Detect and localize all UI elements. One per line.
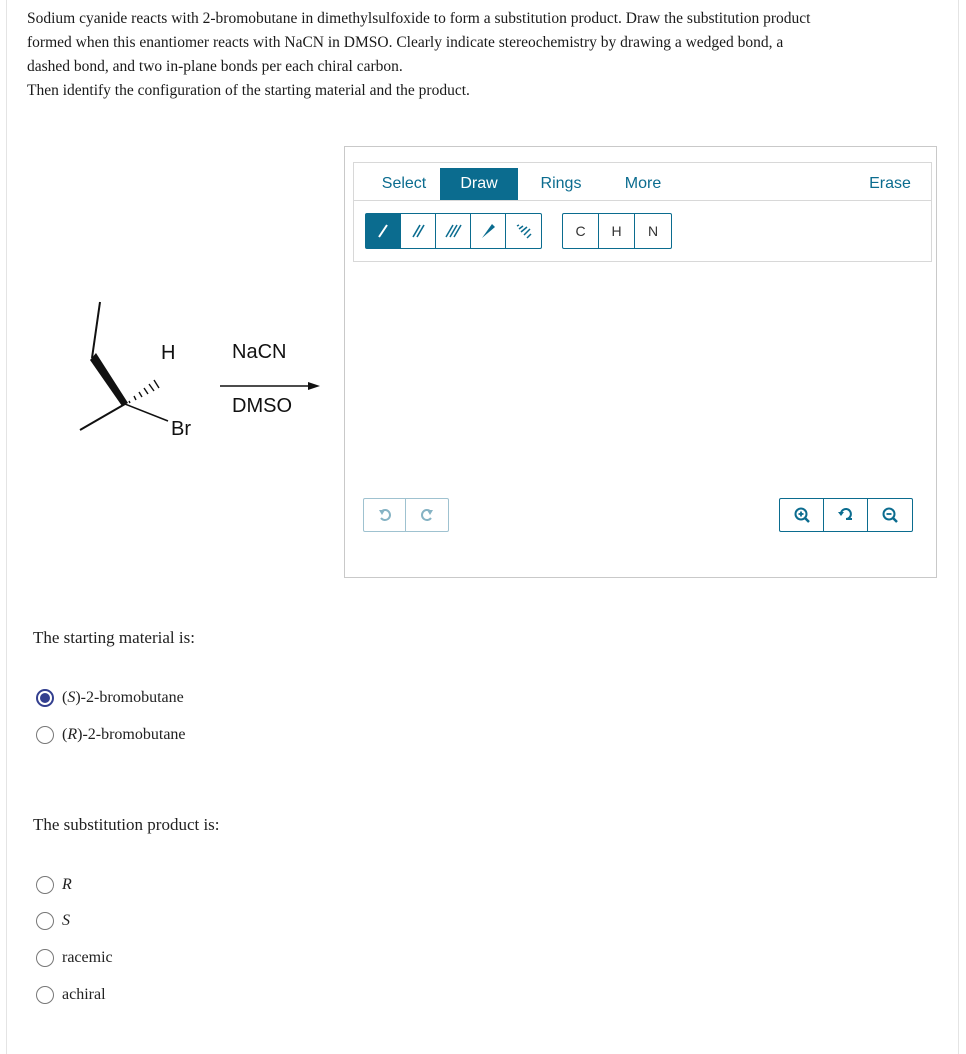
option-label: R bbox=[62, 876, 72, 893]
triple-bond-icon bbox=[444, 223, 462, 239]
radio-button[interactable] bbox=[36, 912, 54, 930]
tab-draw[interactable]: Draw bbox=[440, 168, 518, 200]
radio-button-selected[interactable] bbox=[36, 689, 54, 707]
option-label: (S)-2-bromobutane bbox=[62, 689, 184, 706]
option-product-s[interactable] bbox=[36, 910, 70, 932]
dash-bond-icon bbox=[516, 223, 532, 239]
reaction-arrow-head bbox=[308, 382, 320, 390]
atom-c-tool[interactable]: C bbox=[563, 214, 599, 248]
reaction-scheme bbox=[70, 290, 330, 450]
zoom-in-icon bbox=[793, 506, 811, 524]
question-line-2: formed when this enantiomer reacts with NaCN in DMSO. Clearly indicate stereochemistry by drawing a wedged bond, a bbox=[27, 34, 784, 51]
atom-br-label: Br bbox=[171, 418, 191, 440]
radio-button[interactable] bbox=[36, 876, 54, 894]
tab-select[interactable]: Select bbox=[381, 175, 427, 192]
atom-tools bbox=[562, 213, 672, 249]
question-line-1: Sodium cyanide reacts with 2-bromobutane in dimethylsulfoxide to form a substitution product. Draw the substitution product bbox=[27, 10, 811, 27]
question-line-4: Then identify the configuration of the starting material and the product. bbox=[27, 82, 470, 99]
zoom-reset-button[interactable] bbox=[824, 499, 868, 531]
bond-tools bbox=[365, 213, 542, 249]
single-bond-tool[interactable] bbox=[366, 214, 401, 248]
option-label: (R)-2-bromobutane bbox=[62, 726, 186, 743]
option-s-2-bromobutane[interactable] bbox=[36, 687, 184, 709]
double-bond-tool[interactable] bbox=[401, 214, 436, 248]
wedge-bond-tool[interactable] bbox=[471, 214, 506, 248]
wedge-bond bbox=[90, 353, 128, 406]
option-product-r[interactable] bbox=[36, 874, 72, 896]
radio-button[interactable] bbox=[36, 726, 54, 744]
double-bond-icon bbox=[410, 223, 426, 239]
atom-n-tool[interactable]: N bbox=[647, 223, 659, 239]
bond-c1-c2 bbox=[92, 302, 100, 358]
left-frame-border bbox=[6, 0, 7, 1054]
zoom-in-button[interactable] bbox=[780, 499, 824, 531]
atom-h-label: H bbox=[161, 342, 176, 364]
zoom-controls bbox=[779, 498, 913, 532]
redo-button[interactable] bbox=[406, 499, 448, 531]
option-label: S bbox=[62, 912, 70, 929]
radio-button[interactable] bbox=[36, 986, 54, 1004]
reagent-label: NaCN bbox=[232, 341, 287, 363]
zoom-reset-icon bbox=[837, 506, 855, 524]
option-label: racemic bbox=[62, 949, 113, 966]
tab-rings[interactable]: Rings bbox=[540, 175, 582, 192]
triple-bond-tool[interactable] bbox=[436, 214, 471, 248]
dash-bond-tool[interactable] bbox=[506, 214, 541, 248]
bond-c-br bbox=[125, 404, 168, 421]
atom-h-tool[interactable]: H bbox=[599, 214, 635, 248]
undo-button[interactable] bbox=[364, 499, 406, 531]
redo-icon bbox=[420, 508, 434, 522]
option-product-achiral[interactable] bbox=[36, 984, 106, 1006]
tab-erase[interactable]: Erase bbox=[869, 175, 911, 192]
zoom-out-button[interactable] bbox=[868, 499, 912, 531]
option-product-racemic[interactable] bbox=[36, 947, 113, 969]
starting-material-label: The starting material is: bbox=[33, 628, 195, 647]
product-label: The substitution product is: bbox=[33, 815, 220, 834]
zoom-out-icon bbox=[881, 506, 899, 524]
radio-button[interactable] bbox=[36, 949, 54, 967]
bond-c3-c4 bbox=[80, 404, 125, 430]
wedge-bond-icon bbox=[480, 223, 496, 239]
undo-icon bbox=[378, 508, 392, 522]
right-frame-border bbox=[958, 0, 959, 1054]
question-line-3: dashed bond, and two in-plane bonds per each chiral carbon. bbox=[27, 58, 403, 75]
option-r-2-bromobutane[interactable] bbox=[36, 724, 186, 746]
editor-tabs bbox=[354, 163, 931, 201]
history-controls bbox=[363, 498, 449, 532]
molecule-editor[interactable] bbox=[344, 146, 937, 578]
solvent-label: DMSO bbox=[232, 395, 292, 417]
question-text bbox=[27, 7, 947, 103]
single-bond-icon bbox=[375, 223, 391, 239]
starting-material-structure bbox=[70, 290, 330, 450]
option-label: achiral bbox=[62, 986, 106, 1003]
hash-bond bbox=[129, 380, 159, 403]
editor-toolbar bbox=[353, 162, 932, 262]
tab-more[interactable]: More bbox=[624, 175, 662, 192]
